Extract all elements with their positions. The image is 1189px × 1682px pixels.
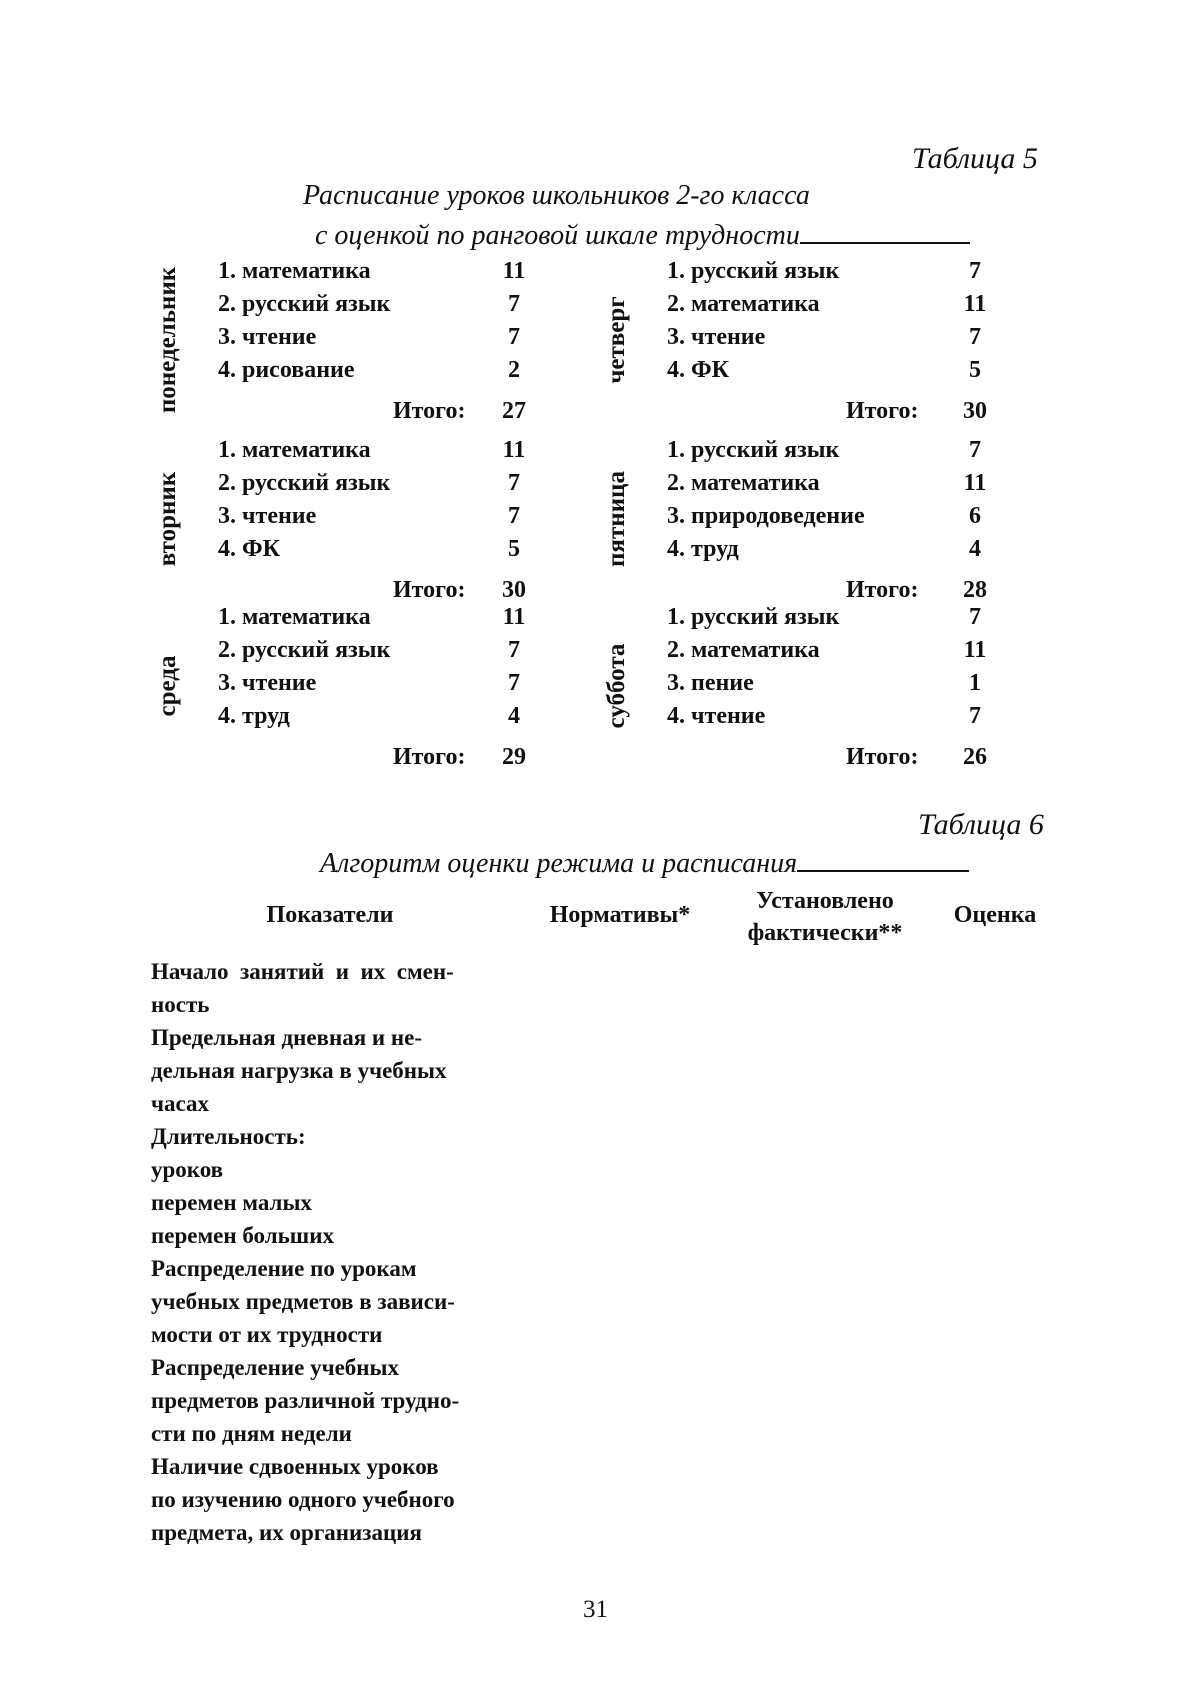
total-value: 30 — [502, 577, 526, 603]
total-label: Итого: — [846, 577, 919, 603]
indicator-text: мости от их трудности — [151, 1322, 383, 1347]
lesson-score: 7 — [969, 437, 981, 463]
lesson-score: 11 — [502, 258, 526, 284]
day-label: четверг — [603, 296, 630, 384]
lesson-name: 4. труд — [218, 703, 290, 729]
total-label: Итого: — [846, 744, 919, 770]
total-label: Итого: — [846, 398, 919, 424]
lesson-name: 3. чтение — [218, 503, 317, 529]
total-label: Итого: — [393, 577, 466, 603]
page-number: 31 — [583, 1596, 608, 1623]
lesson-score: 11 — [963, 637, 987, 663]
table6-label: Таблица 6 — [918, 808, 1044, 841]
lesson-name: 4. ФК — [218, 536, 281, 562]
table6-title-text: Алгоритм оценки режима и расписания — [320, 848, 798, 879]
indicator-text: ность — [151, 992, 210, 1017]
lesson-score: 7 — [508, 324, 520, 350]
indicator-text: Распределение учебных — [151, 1355, 400, 1380]
indicator-text: Начало занятий и их смен- — [151, 959, 454, 984]
indicator-text: Наличие сдвоенных уроков — [151, 1454, 439, 1479]
total-label: Итого: — [393, 398, 466, 424]
total-value: 27 — [502, 398, 526, 424]
indicator-text: по изучению одного учебного — [151, 1487, 455, 1512]
lesson-score: 11 — [963, 470, 987, 496]
lesson-name: 1. математика — [218, 258, 371, 284]
table6-title — [320, 846, 969, 880]
lesson-name: 1. русский язык — [667, 258, 840, 284]
blank-line — [797, 846, 969, 872]
indicator-text: перемен больших — [151, 1223, 334, 1248]
lesson-score: 5 — [969, 357, 981, 383]
lesson-name: 4. рисование — [218, 357, 355, 383]
total-value: 28 — [963, 577, 987, 603]
indicator-text: Длительность: — [151, 1124, 306, 1149]
column-header-actual — [725, 885, 925, 949]
lesson-name: 1. русский язык — [667, 437, 840, 463]
indicator-text: уроков — [151, 1157, 224, 1182]
lesson-name: 2. русский язык — [218, 637, 391, 663]
lesson-score: 2 — [508, 357, 520, 383]
table5-title-line1: Расписание уроков школьников 2-го класса — [303, 180, 810, 211]
column-header-indicators: Показатели — [266, 902, 394, 928]
lesson-name: 3. пение — [667, 670, 754, 696]
indicator-text: часах — [151, 1091, 209, 1116]
lesson-score: 6 — [969, 503, 981, 529]
column-header-actual-line1: Установлено — [756, 888, 894, 914]
lesson-score: 5 — [508, 536, 520, 562]
lesson-score: 11 — [963, 291, 987, 317]
total-value: 29 — [502, 744, 526, 770]
lesson-name: 2. математика — [667, 291, 820, 317]
indicator-text: сти по дням недели — [151, 1421, 352, 1446]
table5-label: Таблица 5 — [912, 142, 1038, 175]
lesson-name: 4. чтение — [667, 703, 766, 729]
column-header-norms: Нормативы* — [549, 902, 691, 928]
day-label: вторник — [154, 471, 181, 567]
total-value: 30 — [963, 398, 987, 424]
lesson-name: 2. математика — [667, 470, 820, 496]
indicator-text: предмета, их организация — [151, 1520, 422, 1545]
lesson-name: 1. русский язык — [667, 604, 840, 630]
lesson-score: 11 — [502, 437, 526, 463]
lesson-name: 3. чтение — [218, 324, 317, 350]
indicator-text: Распределение по урокам — [151, 1256, 417, 1281]
lesson-score: 4 — [508, 703, 520, 729]
lesson-score: 1 — [969, 670, 981, 696]
lesson-score: 4 — [969, 536, 981, 562]
indicator-text: предметов различной трудно- — [151, 1388, 460, 1413]
lesson-name: 3. чтение — [667, 324, 766, 350]
lesson-score: 7 — [969, 324, 981, 350]
lesson-name: 3. природоведение — [667, 503, 865, 529]
lesson-score: 11 — [502, 604, 526, 630]
lesson-score: 7 — [508, 291, 520, 317]
lesson-score: 7 — [969, 604, 981, 630]
total-label: Итого: — [393, 744, 466, 770]
lesson-name: 2. русский язык — [218, 291, 391, 317]
table5-title-line2-text: с оценкой по ранговой шкале трудности — [315, 220, 800, 251]
lesson-name: 1. математика — [218, 604, 371, 630]
day-label: пятница — [603, 471, 630, 567]
lesson-name: 4. труд — [667, 536, 739, 562]
indicator-text: дельная нагрузка в учебных — [151, 1058, 447, 1083]
lesson-score: 7 — [508, 670, 520, 696]
table5-title-line2 — [315, 218, 970, 252]
day-label: понедельник — [154, 266, 181, 414]
column-header-score: Оценка — [953, 902, 1037, 928]
lesson-name: 2. русский язык — [218, 470, 391, 496]
lesson-score: 7 — [969, 703, 981, 729]
lesson-score: 7 — [508, 637, 520, 663]
lesson-score: 7 — [508, 503, 520, 529]
blank-line — [800, 218, 970, 244]
lesson-score: 7 — [969, 258, 981, 284]
indicator-text: Предельная дневная и не- — [151, 1025, 423, 1050]
indicator-text: перемен малых — [151, 1190, 312, 1215]
lesson-name: 1. математика — [218, 437, 371, 463]
lesson-name: 2. математика — [667, 637, 820, 663]
day-label: среда — [154, 655, 181, 717]
day-label: суббота — [603, 643, 630, 729]
column-header-actual-line2: фактически** — [747, 920, 903, 946]
total-value: 26 — [963, 744, 987, 770]
lesson-score: 7 — [508, 470, 520, 496]
lesson-name: 3. чтение — [218, 670, 317, 696]
lesson-name: 4. ФК — [667, 357, 730, 383]
indicator-text: учебных предметов в зависи- — [151, 1289, 455, 1314]
